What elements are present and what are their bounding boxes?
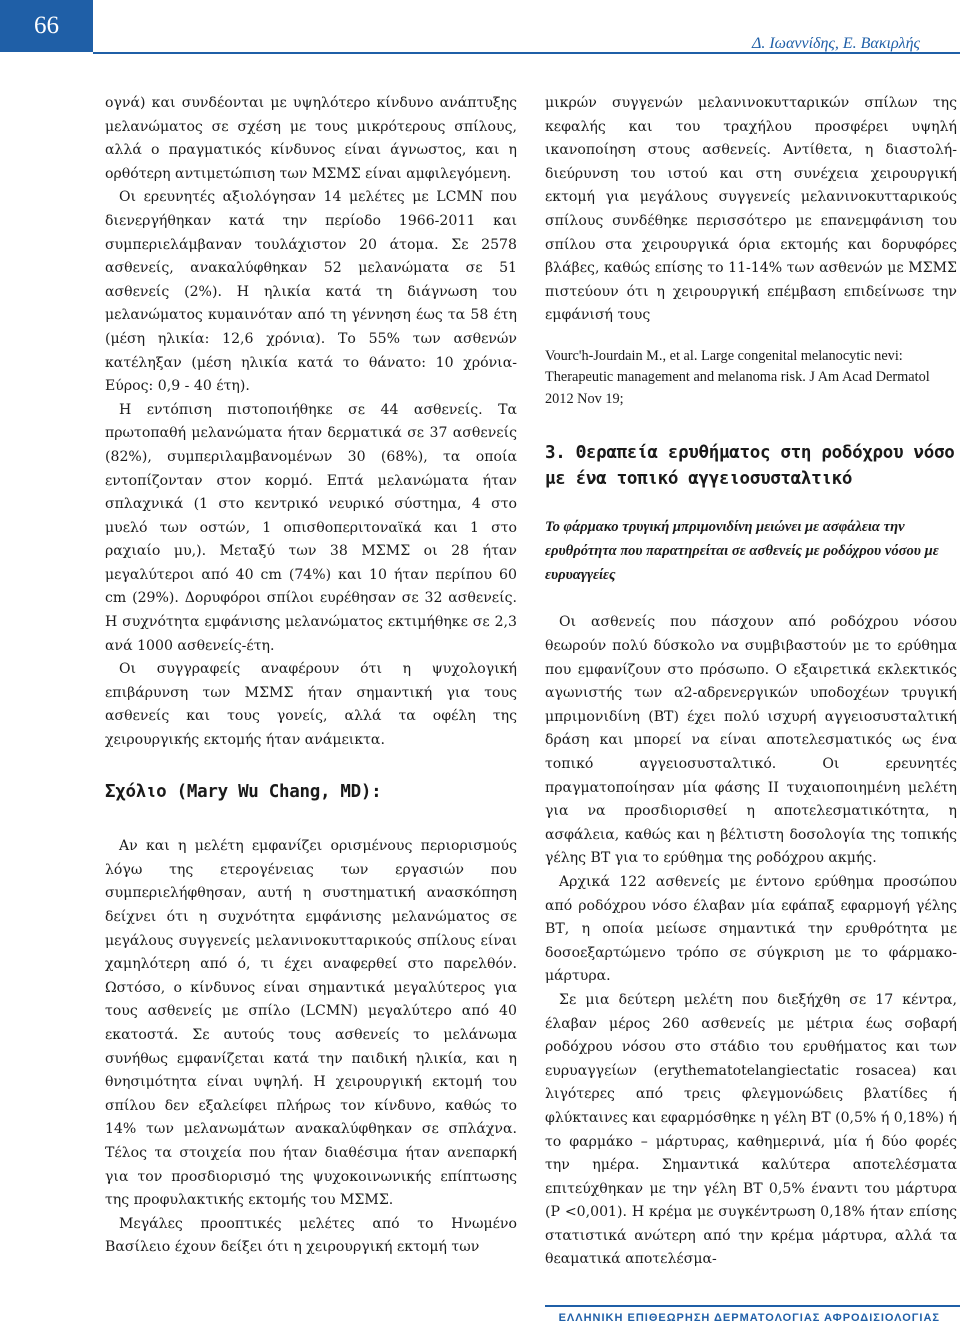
footer-journal-title: ΕΛΛΗΝΙΚΗ ΕΠΙΘΕΩΡΗΣΗ ΔΕΡΜΑΤΟΛΟΓΙΑΣ ΑΦΡΟΔΙΣΙΟΛΟΓΙΑΣ (558, 1312, 940, 1324)
page-number: 66 (0, 0, 93, 52)
left-paragraph-5: Αν και η μελέτη εμφανίζει ορισμένους περιορισμούς λόγω της ετερογένειας των εργασιών που συμπεριελήφθησαν, αυτή η συστηματική ανασκόπηση δείχνει ότι η συχνότητα εμφάνισης μελανώματος σε μεγάλους συγγενείς μελανινοκυτταρικούς σπίλους είναι χαμηλότερη από ό, τι έχει αναφερθεί στο παρελθόν. Ωστόσο, ο κίνδυνος είναι σημαντικά μεγαλύτερος για τους ασθενείς με σπίλο (LCMN) μεγαλύτερο από 40 εκατοστά. Σε αυτούς τους ασθενείς το μελάνωμα συνήθως εμφανίζεται κατά την παιδική ηλικία, και η θνησιμότητα είναι υψηλή. Η χειρουργική εκτομή του σπίλου δεν εξαλείφει πλήρως τον κίνδυνο, καθώς το 14% των μελανωμάτων ανακαλύφθηκαν σε σπλάχνα. Τέλος τα στοιχεία που ήταν διαθέσιμα ήταν ανεπαρκή για τον προσδιορισμό της ψυχοκοινωνικής επίπτωσης της προφυλακτικής εκτομής του ΜΣΜΣ. (105, 838, 517, 1209)
right-column (545, 92, 957, 1272)
left-paragraph-4: Οι συγγραφείς αναφέρουν ότι η ψυχολογική επιβάρυνση των ΜΣΜΣ ήταν σημαντική για τους ασθενείς και τους γονείς, αλλά τα οφέλη της χειρουργικής εκτομής ήταν ανάμεικτα. (105, 661, 517, 749)
left-paragraph-1: ογνά) και συνδέονται με υψηλότερο κίνδυνο ανάπτυξης μελανώματος σε σχέση με τους μικρότερους σπίλους, αλλά ο πραγματικός κίνδυνος είναι άγνωστος, και η ορθότερη αντιμετώπιση των ΜΣΜΣ είναι αμφιλεγόμενη. (105, 95, 517, 182)
running-head-authors: Δ. Ιωαννίδης, Ε. Βακιρλής (751, 35, 920, 52)
footer-rule (545, 1305, 960, 1307)
right-paragraph-4: Σε μια δεύτερη μελέτη που διεξήχθη σε 17 κέντρα, έλαβαν μέρος 260 ασθενείς με μέτρια έως σοβαρή ροδόχρου νόσου στο στάδιο του ερυθήματος και των ευρυαγγείων (erythematotelangiectatic rosacea) και λιγότερες από τρεις φλεγμονώδεις βλατίδες ή φλύκταινες και εφαρμόσθηκε η γέλη ΒΤ (0,5% ή 0,18%) ή το φαρμάκο – μάρτυρας, καθημερινά, μία ή δύο φορές την ημέρα. Σημαντικά καλύτερα αποτελέσματα επιτεύχθηκαν με την γέλη ΒΤ 0,5% έναντι του μάρτυρα (P <0,001). Η κρέμα με συγκέντρωση 0,18% ήταν επίσης στατιστικά ανώτερη από την κρέμα μάρτυρα, αλλά τα θεαματικά αποτελέσμα- (545, 991, 957, 1268)
left-paragraph-6: Μεγάλες προοπτικές μελέτες από το Ηνωμένο Βασίλειο έχουν δείξει ότι η χειρουργική εκτομή των (105, 1215, 517, 1256)
section-heading: 3. Θεραπεία ερυθήματος στη ροδόχρου νόσο με ένα τοπικό αγγειοσυσταλτικό (545, 443, 955, 490)
right-paragraph-3: Αρχικά 122 ασθενείς με έντονο ερύθημα προσώπου από ροδόχρου νόσο έλαβαν μία εφάπαξ εφαρμογή γέλης ΒΤ, η οποία μείωσε σημαντικά την ερυθρότητα με δοσοεξαρτώμενο τρόπο σε σύγκριση με το φάρμακο-μάρτυρα. (545, 873, 957, 985)
right-paragraph-1: μικρών συγγενών μελανινοκυτταρικών σπίλων της κεφαλής και του τραχήλου προσφέρει υψηλή ικανοποίηση στους ασθενείς. Αντίθετα, η διαστολή-διεύρυνση του ιστού και στη συνέχεια χειρουργική εκτομή για μεγάλους συγγενείς μελανινοκυτταρικούς σπίλους συνδέθηκε περισσότερο με επανεμφάνιση του σπίλου στα χειρουργικά όρια εκτομής και δορυφόρες βλάβες, καθώς επίσης το 11-14% των ασθενών με ΜΣΜΣ πιστεύουν ότι η χειρουργική επέμβαση επιδείνωσε την εμφάνισή τους (545, 95, 957, 324)
section-lead: Το φάρμακο τρυγική μπριμονιδίνη μειώνει με ασφάλεια την ερυθρότητα που παρατηρείται σε ασθενείς με ροδόχρου νόσου με ευρυαγγείες (545, 519, 939, 584)
reference-citation: Vourc'h-Jourdain M., et al. Large congenital melanocytic nevi: Therapeutic management and melanoma risk. J Am Acad Dermatol 2012 Nov 19; (545, 347, 930, 407)
left-paragraph-3: Η εντόπιση πιστοποιήθηκε σε 44 ασθενείς. Τα πρωτοπαθή μελανώματα ήταν δερματικά σε 37 ασθενείς (82%), συμπεριλαμβανομένων 30 (68%), τα οποία εντοπίζονταν στον κορμό. Επτά μελανώματα ήταν σπλαχνικά (1 στο κεντρικό νευρικό σύστημα, 4 στο μυελό των οστών, 1 οπισθοπεριτοναϊκά και 1 στο ραχιαίο μυ,). Μεταξύ των 38 ΜΣΜΣ οι 28 ήταν μεγαλύτεροι από 40 cm (74%) και 10 ήταν περίπου 60 cm (29%). Δορυφόροι σπίλοι ευρέθησαν σε 32 ασθενείς. Η συχνότητα εμφάνισης μελανώματος εκτιμήθηκε σε 2,3 ανά 1000 ασθενείς-έτη. (105, 401, 517, 654)
left-paragraph-2: Οι ερευνητές αξιολόγησαν 14 μελέτες με LCMN που διενεργήθηκαν κατά την περίοδο 1966-2011 και συμπεριελάμβαναν τουλάχιστον 20 άτομα. Σε 2578 ασθενείς, ανακαλύφθηκαν 52 μελανώματα σε 51 ασθενείς (2%). Η ηλικία κατά τη διάγνωση του μελανώματος κυμαινόταν από τη γέννηση έως τα 58 έτη (μέση ηλικία: 12,6 χρόνια). Το 55% των ασθενών κατέληξαν (μέση ηλικία κατά το θάνατο: 10 χρόνια-Εύρος: 0,9 - 40 έτη). (105, 189, 517, 395)
comment-heading: Σχόλιο (Mary Wu Chang, MD): (105, 781, 382, 802)
left-column (105, 92, 517, 1260)
right-paragraph-2: Οι ασθενείς που πάσχουν από ροδόχρου νόσου θεωρούν πολύ δύσκολο να συμβιβαστούν με το ερύθημα που εμφανίζουν στο πρόσωπο. Ο εξαιρετικά εκλεκτικός αγωνιστής των α2-αδρενεργικών υποδοχέων τρυγική μπριμονιδίνη (ΒΤ) έχει πολύ ισχυρή αγγειοσυσταλτική δράση και μπορεί να είναι αποτελεσματικός ως ένα τοπικό αγγειοσυσταλτικό. Οι ερευνητές πραγματοποίησαν μία φάσης ΙΙ τυχαιοποιημένη μελέτη για να προσδιορισθεί η αποτελεσματικότητα, η ασφάλεια, καθώς και η βέλτιστη δοσολογία της τοπικής γέλης ΒΤ για το ερύθημα της ροδόχρου ακμής. (545, 614, 957, 867)
